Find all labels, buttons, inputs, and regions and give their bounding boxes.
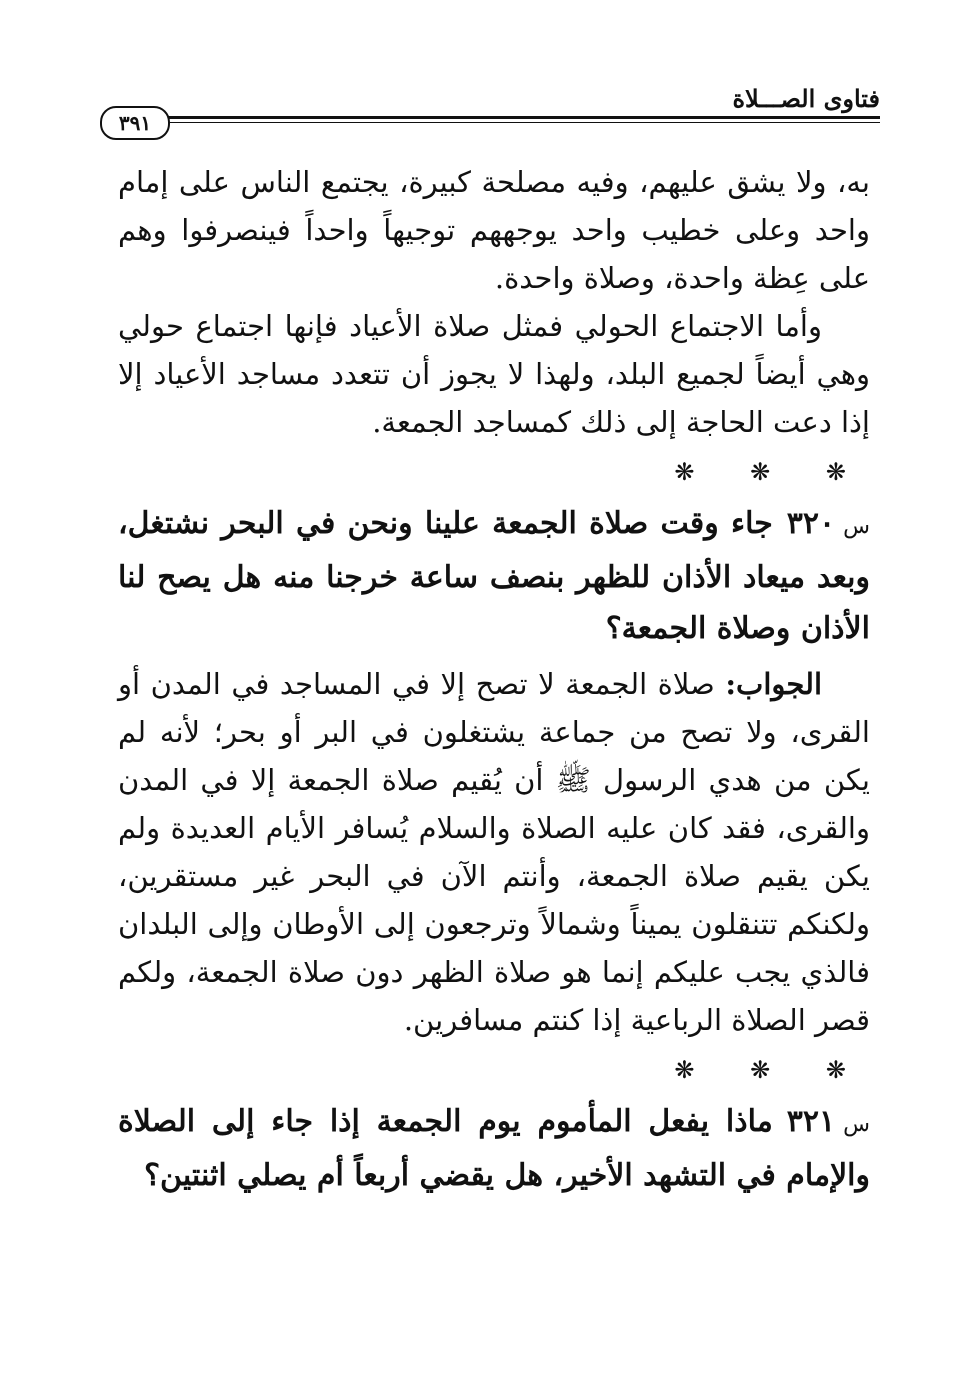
page-number: ٣٩١ bbox=[100, 106, 170, 140]
question-text: جاء وقت صلاة الجمعة علينا ونحن في البحر نشتغل، وبعد ميعاد الأذان للظهر بنصف ساعة خرجنا منه هل يصح لنا الأذان وصلاة الجمعة؟ bbox=[118, 506, 870, 646]
question-text: ماذا يفعل المأموم يوم الجمعة إذا جاء إلى الصلاة والإمام في التشهد الأخير، هل يقضي أربعاً أم يصلي اثنتين؟ bbox=[118, 1104, 870, 1193]
header-rule bbox=[162, 116, 880, 123]
question-number: ٣٢١ bbox=[786, 1104, 836, 1139]
asterism-icon: ❋ bbox=[674, 458, 695, 486]
asterism-icon: ❋ bbox=[825, 1056, 846, 1084]
asterism-icon: ❋ bbox=[750, 1056, 771, 1084]
page-header bbox=[100, 84, 880, 144]
page-body bbox=[118, 158, 870, 1201]
asterism-icon: ❋ bbox=[825, 458, 846, 486]
paragraph-annual-gathering: وأما الاجتماع الحولي فمثل صلاة الأعياد فإنها اجتماع حولي وهي أيضاً لجميع البلد، ولهذا لا يجوز أن تتعدد مساجد الأعياد إلا إذا دعت الحاجة إلى ذلك كمساجد الجمعة. bbox=[118, 309, 870, 439]
answer-label: الجواب: bbox=[725, 667, 823, 701]
question-mark-label: س bbox=[843, 514, 870, 539]
running-title: فتاوى الصـــلاة bbox=[732, 84, 880, 113]
section-separator bbox=[118, 446, 870, 498]
section-separator bbox=[118, 1044, 870, 1096]
answer-320 bbox=[118, 660, 870, 1044]
paragraph-continuation: به، ولا يشق عليهم، وفيه مصلحة كبيرة، يجتمع الناس على إمام واحد وعلى خطيب واحد يوجههم توجيهاً واحداً فينصرفوا وهم على عِظة واحدة، وصلاة واحدة. bbox=[118, 165, 870, 295]
asterism-icon: ❋ bbox=[750, 458, 771, 486]
answer-text: صلاة الجمعة لا تصح إلا في المساجد في المدن أو القرى، ولا تصح من جماعة يشتغلون في البر أو بحر؛ لأنه لم يكن من هدي الرسول ﷺ أن يُقيم صلاة الجمعة إلا في المدن والقرى، فقد كان عليه الصلاة والسلام يُسافر الأيام العديدة ولم يكن يقيم صلاة الجمعة، وأنتم الآن في البحر غير مستقرين، ولكنكم تتنقلون يميناً وشمالاً وترجعون إلى الأوطان وإلى البلدان فالذي يجب عليكم إنما هو صلاة الظهر دون صلاة الجمعة، ولكم قصر الصلاة الرباعية إذا كنتم مسافرين. bbox=[118, 667, 870, 1037]
question-321 bbox=[118, 1096, 870, 1201]
question-320 bbox=[118, 498, 870, 654]
asterism-icon: ❋ bbox=[674, 1056, 695, 1084]
question-mark-label: س bbox=[843, 1112, 870, 1137]
question-number: ٣٢٠ bbox=[786, 506, 836, 541]
